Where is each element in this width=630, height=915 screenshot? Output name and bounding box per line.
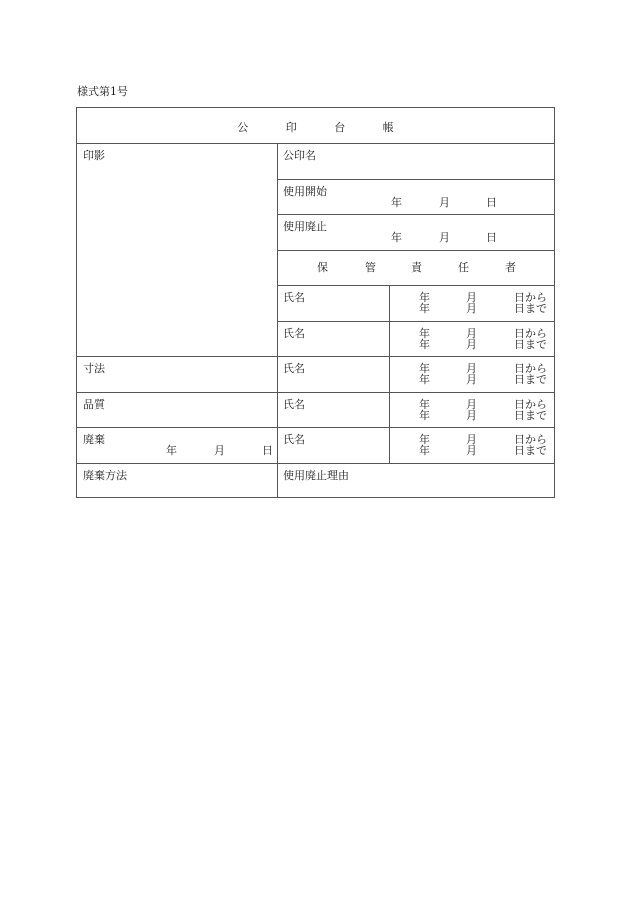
use-end-label: 使用廃止 — [283, 220, 327, 233]
period-until-month: 月 — [466, 338, 477, 351]
row-divider — [277, 285, 554, 286]
disposal-year: 年 — [166, 444, 177, 457]
period-from-year: 年 — [419, 398, 430, 411]
title-char: 帳 — [382, 121, 394, 134]
title-char: 台 — [334, 121, 346, 134]
period-from-month: 月 — [466, 327, 477, 340]
period-from-day: 日から — [514, 398, 547, 411]
material-label: 品質 — [83, 398, 105, 411]
period-from-month: 月 — [466, 433, 477, 446]
disposal-method-label: 廃棄方法 — [83, 469, 127, 482]
period-until-year: 年 — [419, 444, 430, 457]
impression-label: 印影 — [83, 149, 105, 162]
custodian-name-label: 氏名 — [283, 433, 305, 446]
period-from-day: 日から — [514, 433, 547, 446]
row-divider — [77, 427, 554, 428]
use-start-month: 月 — [439, 196, 450, 209]
seal-name-label: 公印名 — [283, 149, 316, 162]
period-until-year: 年 — [419, 338, 430, 351]
use-end-year: 年 — [391, 231, 402, 244]
row-divider — [277, 321, 554, 322]
period-until-day: 日まで — [514, 409, 547, 422]
use-start-year: 年 — [391, 196, 402, 209]
row-divider — [277, 250, 554, 251]
row-divider — [77, 392, 554, 393]
row-divider — [77, 463, 554, 464]
form-number: 様式第1号 — [77, 85, 128, 98]
period-from-year: 年 — [419, 291, 430, 304]
custodian-header-char: 責 — [411, 261, 422, 274]
column-divider — [277, 143, 278, 497]
custodian-header-char: 保 — [317, 261, 328, 274]
period-until-month: 月 — [466, 373, 477, 386]
ledger-title — [77, 119, 554, 135]
period-until-month: 月 — [466, 444, 477, 457]
period-from-month: 月 — [466, 362, 477, 375]
period-until-month: 月 — [466, 302, 477, 315]
period-from-month: 月 — [466, 291, 477, 304]
use-start-label: 使用開始 — [283, 185, 327, 198]
custodian-name-label: 氏名 — [283, 291, 305, 304]
period-until-year: 年 — [419, 302, 430, 315]
row-divider — [277, 214, 554, 215]
dimensions-label: 寸法 — [83, 362, 105, 375]
period-from-year: 年 — [419, 327, 430, 340]
period-until-year: 年 — [419, 373, 430, 386]
row-divider — [77, 143, 554, 144]
disposal-day: 日 — [262, 444, 273, 457]
use-end-day: 日 — [486, 231, 497, 244]
row-divider — [277, 179, 554, 180]
row-divider — [77, 356, 554, 357]
use-start-day: 日 — [486, 196, 497, 209]
custodian-header-char: 任 — [458, 261, 469, 274]
period-from-month: 月 — [466, 398, 477, 411]
period-until-year: 年 — [419, 409, 430, 422]
custodian-name-label: 氏名 — [283, 362, 305, 375]
use-end-month: 月 — [439, 231, 450, 244]
custodian-name-label: 氏名 — [283, 327, 305, 340]
disposal-label: 廃棄 — [83, 433, 105, 446]
period-until-day: 日まで — [514, 302, 547, 315]
period-from-day: 日から — [514, 327, 547, 340]
title-char: 公 — [237, 121, 249, 134]
period-from-day: 日から — [514, 291, 547, 304]
seal-ledger-table — [76, 107, 555, 498]
period-until-day: 日まで — [514, 338, 547, 351]
period-from-day: 日から — [514, 362, 547, 375]
period-until-month: 月 — [466, 409, 477, 422]
period-until-day: 日まで — [514, 444, 547, 457]
discontinue-reason-label: 使用廃止理由 — [283, 469, 349, 482]
period-from-year: 年 — [419, 433, 430, 446]
column-divider — [389, 285, 390, 463]
custodian-name-label: 氏名 — [283, 398, 305, 411]
custodian-header-char: 管 — [365, 261, 376, 274]
period-from-year: 年 — [419, 362, 430, 375]
disposal-month: 月 — [214, 444, 225, 457]
title-char: 印 — [285, 121, 297, 134]
period-until-day: 日まで — [514, 373, 547, 386]
custodian-header-char: 者 — [505, 261, 516, 274]
